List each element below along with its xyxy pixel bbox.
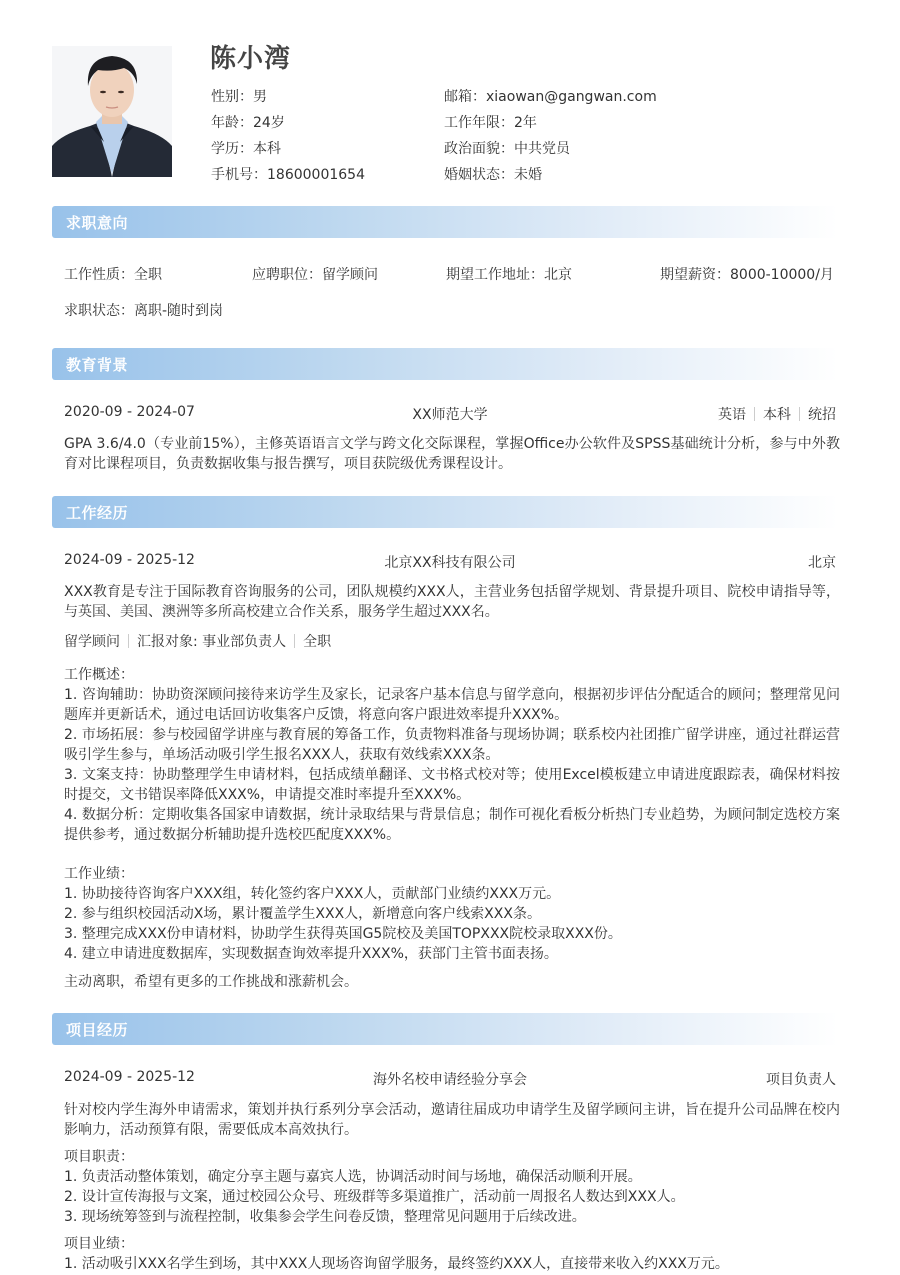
overview-title: 工作概述： [64, 667, 134, 683]
divider [799, 407, 800, 421]
info-political-status [444, 136, 657, 162]
info-value: 男 [253, 89, 267, 105]
job-intent-row [64, 264, 836, 284]
project-row [64, 1069, 836, 1089]
info-label: 手机号： [211, 167, 267, 183]
section-title: 求职意向 [66, 214, 129, 232]
section-title: 教育背景 [66, 356, 129, 374]
info-marital-status [444, 162, 657, 188]
info-value: 未婚 [514, 167, 542, 183]
project-period: 2024-09 - 2025-12 [64, 1069, 195, 1085]
info-value: 18600001654 [267, 167, 365, 183]
intent-value: 8000-10000/月 [730, 267, 834, 283]
duties-title: 项目职责： [64, 1149, 134, 1165]
section-header-intent [52, 206, 838, 238]
overview-item: 3. 文案支持：协助整理学生申请材料，包括成绩单翻译、文书格式校对等；使用Excel模板建立申请进度跟踪表，确保材料按时提交，文书错误率降低XXX%，申请提交准时率提升至XXX%。 [64, 767, 840, 803]
achievement-item: 1. 协助接待咨询客户XXX组，转化签约客户XXX人，贡献部门业绩约XXX万元。 [64, 886, 561, 902]
work-company: 北京XX科技有限公司 [384, 555, 516, 571]
intent-value: 离职-随时到岗 [134, 303, 224, 319]
info-label: 工作年限： [444, 115, 514, 131]
intent-label: 期望工作地址： [446, 267, 544, 283]
intent-label: 期望薪资： [660, 267, 730, 283]
work-overview [64, 665, 840, 845]
work-achievements [64, 864, 840, 964]
info-value: 2年 [514, 115, 537, 131]
project-description: 针对校内学生海外申请需求，策划并执行系列分享会活动，邀请往届成功申请学生及留学顾问主讲，旨在提升公司品牌在校内影响力，活动预算有限，需要低成本高效执行。 [64, 1102, 840, 1138]
intent-status [64, 300, 836, 320]
education-description: GPA 3.6/4.0（专业前15%），主修英语语言文学与跨文化交际课程，掌握Office办公软件及SPSS基础统计分析，参与中外教育对比课程项目，负责数据收集与报告撰写，项目获院级优秀课程设计。 [64, 436, 840, 472]
info-age [211, 110, 365, 136]
tag-major: 英语 [718, 407, 746, 423]
info-value: 本科 [253, 141, 281, 157]
info-email [444, 84, 657, 110]
project-name: 海外名校申请经验分享会 [373, 1072, 527, 1088]
overview-item: 4. 数据分析：定期收集各国家申请数据，统计录取结果与背景信息；制作可视化看板分析热门专业趋势，为顾问制定选校方案提供参考，通过数据分析辅助提升选校匹配度XXX%。 [64, 807, 840, 843]
achievement-item: 3. 整理完成XXX份申请材料，协助学生获得英国G5院校及美国TOPXXX院校录取XXX份。 [64, 926, 622, 942]
project-results [64, 1234, 840, 1274]
intent-label: 应聘职位： [252, 267, 322, 283]
tag-role: 留学顾问 [64, 634, 120, 650]
work-location: 北京 [808, 555, 836, 571]
duty-item: 1. 负责活动整体策划，确定分享主题与嘉宾人选，协调活动时间与场地，确保活动顺利开展。 [64, 1169, 642, 1185]
project-duties [64, 1147, 840, 1227]
section-header-project [52, 1013, 838, 1045]
overview-item: 1. 咨询辅助：协助资深顾问接待来访学生及家长，记录客户基本信息与留学意向，根据初步评估分配适合的顾问；整理常见问题库并更新话术，通过电话回访收集客户反馈，将意向客户跟进效率提升XXX%。 [64, 687, 840, 723]
info-value: 中共党员 [514, 141, 570, 157]
intent-salary [660, 264, 834, 284]
duty-item: 2. 设计宣传海报与文案，通过校园公众号、班级群等多渠道推广，活动前一周报名人数达到XXX人。 [64, 1189, 685, 1205]
work-period: 2024-09 - 2025-12 [64, 552, 195, 568]
info-education-level [211, 136, 365, 162]
info-label: 婚姻状态： [444, 167, 514, 183]
education-tags [718, 404, 836, 424]
personal-info-right [444, 84, 657, 188]
info-phone [211, 162, 365, 188]
candidate-name: 陈小湾 [210, 44, 292, 74]
info-label: 年龄： [211, 115, 253, 131]
result-item: 1. 活动吸引XXX名学生到场，其中XXX人现场咨询留学服务，最终签约XXX人，直接带来收入约XXX万元。 [64, 1256, 729, 1272]
info-value: xiaowan@gangwan.com [486, 89, 657, 105]
person-photo-icon [52, 46, 172, 177]
personal-info-left [211, 84, 365, 188]
intent-label: 求职状态： [64, 303, 134, 319]
info-label: 政治面貌： [444, 141, 514, 157]
info-label: 学历： [211, 141, 253, 157]
overview-item: 2. 市场拓展：参与校园留学讲座与教育展的筹备工作，负责物料准备与现场协调；联系校内社团推广留学讲座，通过社群运营吸引学生参与，单场活动吸引学生报名XXX人，获取有效线索XXX条。 [64, 727, 840, 763]
intent-value: 全职 [134, 267, 162, 283]
intent-value: 北京 [544, 267, 572, 283]
company-intro: XXX教育是专注于国际教育咨询服务的公司，团队规模约XXX人，主营业务包括留学规划、背景提升项目、院校申请指导等，与英国、美国、澳洲等多所高校建立合作关系，服务学生超过XXX名。 [64, 584, 840, 620]
achievement-item: 4. 建立申请进度数据库，实现数据查询效率提升XXX%，获部门主管书面表扬。 [64, 946, 558, 962]
section-header-work [52, 496, 838, 528]
info-label: 邮箱： [444, 89, 486, 105]
section-title: 项目经历 [66, 1021, 129, 1039]
section-title: 工作经历 [66, 504, 129, 522]
info-gender [211, 84, 365, 110]
tag-enrollment: 统招 [808, 407, 836, 423]
education-period: 2020-09 - 2024-07 [64, 404, 195, 420]
intent-value: 留学顾问 [322, 267, 378, 283]
project-role: 项目负责人 [766, 1072, 836, 1088]
intent-position [252, 264, 378, 284]
info-value: 24岁 [253, 115, 285, 131]
duty-item: 3. 现场统筹签到与流程控制，收集参会学生问卷反馈，整理常见问题用于后续改进。 [64, 1209, 586, 1225]
achievements-title: 工作业绩： [64, 866, 134, 882]
intent-label: 工作性质： [64, 267, 134, 283]
profile-photo [52, 46, 172, 177]
divider [128, 634, 129, 648]
info-work-years [444, 110, 657, 136]
leave-reason: 主动离职，希望有更多的工作挑战和涨薪机会。 [64, 974, 358, 990]
education-school: XX师范大学 [412, 407, 488, 423]
intent-job-type [64, 264, 162, 284]
work-row [64, 552, 836, 572]
tag-degree: 本科 [763, 407, 791, 423]
work-tags [64, 631, 836, 651]
education-row [64, 404, 836, 424]
tag-report-to: 汇报对象: 事业部负责人 [137, 634, 287, 650]
info-label: 性别： [211, 89, 253, 105]
divider [754, 407, 755, 421]
intent-location [446, 264, 572, 284]
section-header-education [52, 348, 838, 380]
results-title: 项目业绩： [64, 1236, 134, 1252]
divider [294, 634, 295, 648]
achievement-item: 2. 参与组织校园活动X场，累计覆盖学生XXX人，新增意向客户线索XXX条。 [64, 906, 541, 922]
tag-employment-type: 全职 [303, 634, 332, 650]
